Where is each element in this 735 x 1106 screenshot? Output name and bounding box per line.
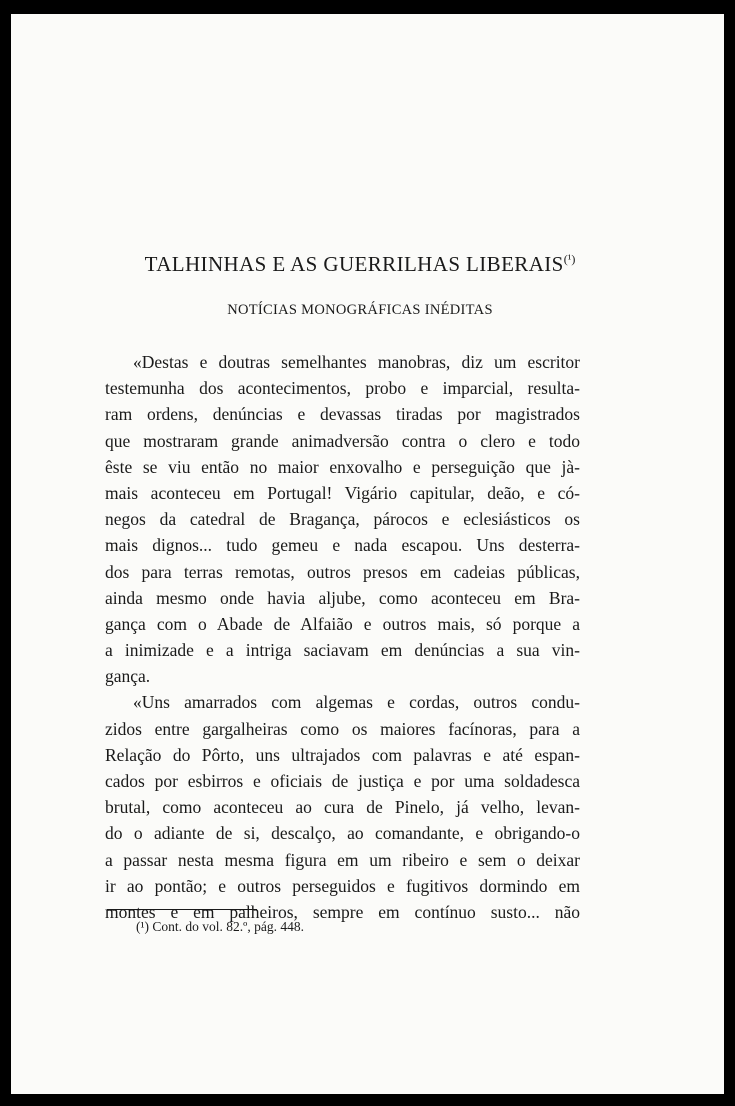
title-footnote-mark: (¹) — [563, 252, 576, 266]
footnote-text: Cont. do vol. 82.º, pág. 448. — [152, 919, 304, 934]
text-line: cados por esbirros e oficiais de justiça e por uma soldadesca — [105, 771, 580, 791]
body-text — [105, 349, 580, 925]
text-line: Relação do Pôrto, uns ultrajados com palavras e até espan- — [105, 744, 580, 765]
text-line: dos para terras remotas, outros presos em cadeias públicas, — [105, 561, 580, 582]
text-line: zidos entre gargalheiras como os maiores facínoras, para a — [105, 718, 580, 739]
text-line: ram ordens, denúncias e devassas tiradas por magistrados — [105, 404, 580, 425]
footnote-divider — [107, 909, 257, 910]
page-title — [100, 252, 620, 277]
text-line: do o adiante de si, descalço, ao comandante, e obrigando-o — [105, 823, 580, 844]
text-line: mais dignos... tudo gemeu e nada escapou. Uns desterra- — [105, 535, 580, 556]
text-line: gança. — [105, 666, 151, 687]
text-line: negos da catedral de Bragança, párocos e eclesiásticos os — [105, 509, 580, 530]
text-line: ainda mesmo onde havia aljube, como aconteceu em Bra- — [105, 587, 580, 608]
text-line: brutal, como aconteceu ao cura de Pinelo, já velho, levan- — [105, 797, 580, 818]
text-line: a inimizade e a intriga saciavam em denúncias a sua vin- — [105, 640, 580, 661]
title-text: TALHINHAS E AS GUERRILHAS LIBERAIS — [144, 252, 564, 276]
text-line: gança com o Abade de Alfaião e outros mais, só porque a — [105, 613, 580, 634]
text-line: a passar nesta mesma figura em um ribeiro e sem o deixar — [105, 849, 580, 870]
footnote-mark: (¹) — [136, 919, 150, 934]
text-line: mais aconteceu em Portugal! Vigário capitular, deão, e có- — [105, 482, 580, 503]
text-line: testemunha dos acontecimentos, probo e imparcial, resulta- — [105, 378, 580, 399]
text-line: «Uns amarrados com algemas e cordas, outros condu- — [133, 692, 580, 713]
page-subtitle: NOTÍCIAS MONOGRÁFICAS INÉDITAS — [227, 302, 493, 318]
text-line: ir ao pontão; e outros perseguidos e fugitivos dormindo em — [105, 875, 580, 896]
footnote — [136, 919, 304, 935]
text-line: montes e em palheiros, sempre em contínuo susto... não — [105, 901, 580, 922]
text-line: que mostraram grande animadversão contra o clero e todo — [105, 430, 580, 451]
text-line: êste se viu então no maior enxovalho e perseguição que jà- — [105, 456, 580, 477]
text-line: «Destas e doutras semelhantes manobras, diz um escritor — [133, 352, 580, 372]
